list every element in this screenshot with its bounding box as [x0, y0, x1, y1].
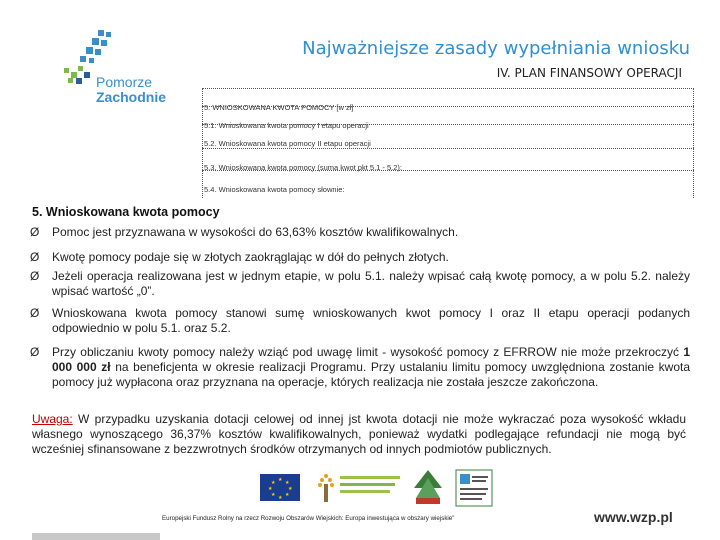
bullet-arrow-icon: Ø — [30, 306, 40, 320]
bullet-text-part: Przy obliczaniu kwoty pomocy należy wziąć pod uwagę limit - wysokość pomocy z EFRROW nie może przekroczyć — [52, 345, 684, 359]
bullet-arrow-icon: Ø — [30, 225, 40, 239]
eu-flag-logo: ★ ★ ★ ★ ★ ★ ★ ★ — [260, 474, 300, 501]
lgd-logo — [412, 468, 444, 508]
form-row — [202, 148, 694, 170]
bullet-text — [52, 345, 690, 390]
form-row-label: 5.4. Wnioskowana kwota pomocy słownie: — [204, 185, 345, 194]
bullet-item — [30, 269, 690, 301]
bullet-arrow-icon: Ø — [30, 250, 40, 264]
form-row-label: 5.2. Wnioskowana kwota pomocy II etapu operacji — [204, 139, 371, 148]
note-text: W przypadku uzyskania dotacji celowej od innej jst kwota dotacji nie może wykraczać poza wysokość wkładu własnego wynoszącego 36,37% kosztów kwalifikowalnych, ponieważ wydatki podlegające refundacji nie mogą być wcześniej sfinansowane z bezzwrotnych środków otrzymanych od innych podmiotów publicznych. — [32, 412, 686, 456]
note-label: Uwaga: — [32, 412, 73, 426]
form-row — [202, 170, 694, 192]
bullet-text: Kwotę pomocy podaje się w złotych zaokrąglając w dół do pełnych złotych. — [52, 250, 449, 264]
bullet-item — [30, 345, 690, 407]
bullet-arrow-icon: Ø — [30, 269, 40, 283]
form-row-label: 5. WNIOSKOWANA KWOTA POMOCY [w zł] — [204, 103, 354, 112]
prow-logo — [454, 468, 494, 508]
bullet-text: Pomoc jest przyznawana w wysokości do 63,63% kosztów kwalifikowalnych. — [52, 225, 459, 239]
logo-line2: Zachodnie — [96, 89, 167, 105]
logo-line1: Pomorze — [96, 74, 153, 90]
page-subtitle: IV. PLAN FINANSOWY OPERACJI — [496, 66, 682, 80]
note-paragraph — [32, 412, 686, 457]
fund-caption: Europejski Fundusz Rolny na rzecz Rozwoju Obszarów Wiejskich: Europa inwestująca w obszary wiejskie” — [162, 515, 455, 522]
page-title: Najważniejsze zasady wypełniania wniosku — [302, 38, 690, 59]
section-heading: 5. Wnioskowana kwota pomocy — [32, 205, 220, 219]
bullet-item — [30, 225, 690, 241]
bullet-item — [30, 250, 690, 266]
bullet-item — [30, 306, 690, 338]
bullet-arrow-icon: Ø — [30, 345, 40, 359]
form-excerpt — [202, 88, 694, 198]
footer-bar — [32, 533, 160, 540]
form-row-label: 5.3. Wnioskowana kwota pomocy (suma kwot pkt 5.1 - 5.2): — [204, 163, 402, 172]
leader-logo — [312, 470, 408, 506]
website-url: www.wzp.pl — [594, 509, 673, 525]
form-row — [202, 124, 694, 146]
bullet-text: Wnioskowana kwota pomocy stanowi sumę wnioskowanych kwot pomocy I oraz II etapu operacji podanych odpowiednio w polu 5.1. oraz 5.2. — [52, 306, 690, 335]
form-row-label: 5.1. Wnioskowana kwota pomocy I etapu operacji — [204, 121, 369, 130]
bullet-text-bold: 1 000 000 zł — [52, 345, 690, 374]
bullet-text: Jeżeli operacja realizowana jest w jednym etapie, w polu 5.1. należy wpisać całą kwotę pomocy, a w polu 5.2. należy wpisać wartość „0”. — [52, 269, 690, 298]
bullet-text-part: na beneficjenta w okresie realizacji Programu. Przy ustalaniu limitu pomocy uwzględniona zostanie kwota pomocy już wypłacona oraz przyznana na operacje, których realizacja nie została jeszcze zakończona. — [52, 360, 691, 389]
